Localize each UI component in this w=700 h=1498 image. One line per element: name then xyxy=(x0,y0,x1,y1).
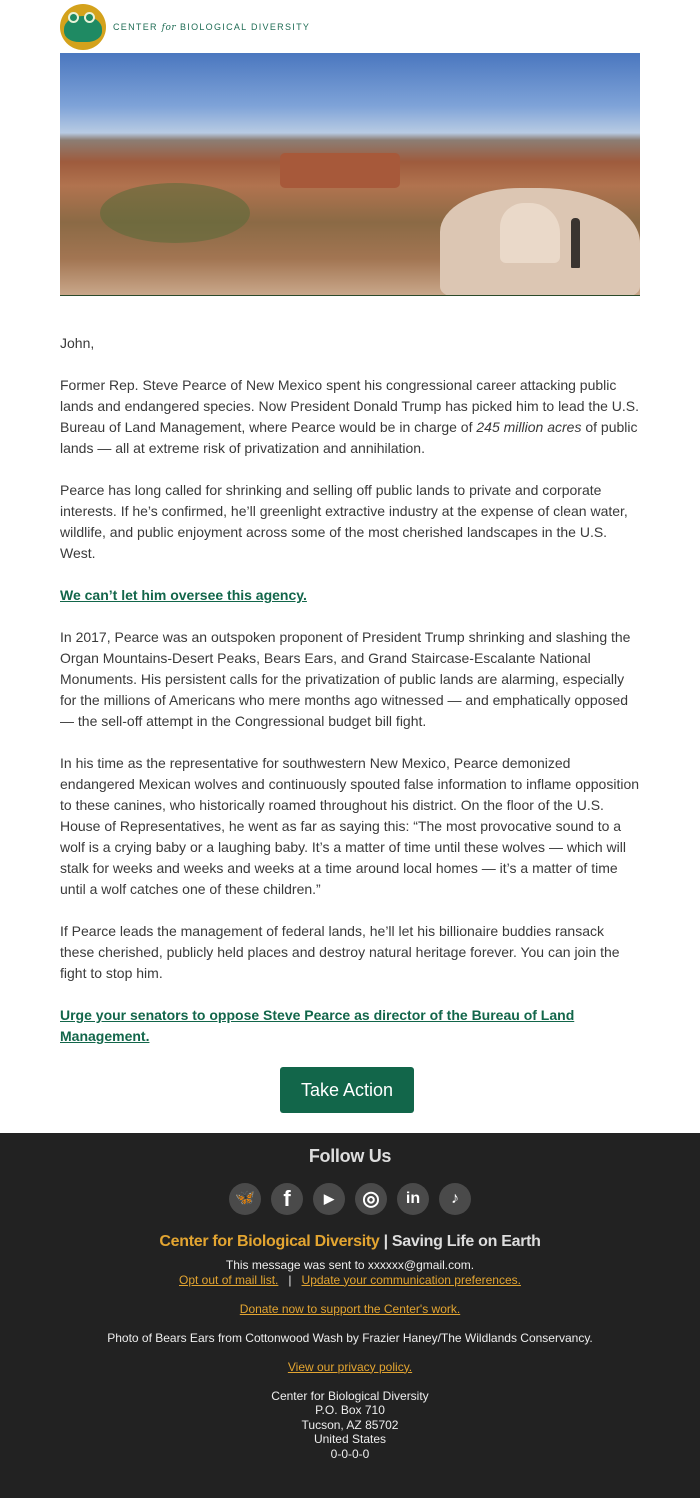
tiktok-icon[interactable]: ♪ xyxy=(439,1183,471,1215)
youtube-icon[interactable]: ▶ xyxy=(313,1183,345,1215)
hiker-figure xyxy=(571,218,580,268)
paragraph: In his time as the representative for southwestern New Mexico, Pearce demonized endangered Mexican wolves and continuously spouted false information to inflame opposition to these canines, who historically roamed throughout his district. On the floor of the U.S. House of Representatives, he went as far as saying this: “The most provocative sound to a wolf is a crying baby or a laughing baby. It’s a matter of time until these wolves — which will stalk for weeks and weeks and weeks at a time around local homes — it’s a matter of time until a wolf catches one of these children.” xyxy=(60,755,640,897)
email-body xyxy=(60,333,642,1113)
follow-us-heading: Follow Us xyxy=(308,1146,392,1166)
paragraph: If Pearce leads the management of federal lands, he’ll let his billionaire buddies ransack these cherished, publicly held places and destroy natural heritage forever. You can join the fight to stop him. xyxy=(60,923,620,981)
photo-credit: Photo of Bears Ears from Cottonwood Wash by Frazier Haney/The Wildlands Conservancy. xyxy=(107,1330,593,1345)
logo-text: CENTER for BIOLOGICAL DIVERSITY xyxy=(113,21,311,33)
separator: | xyxy=(288,1272,292,1287)
bluesky-icon[interactable]: 🦋 xyxy=(229,1183,261,1215)
opt-out-link[interactable]: Opt out of mail list. xyxy=(179,1272,279,1287)
oversee-link[interactable]: We can’t let him oversee this agency. xyxy=(60,587,307,603)
donate-link[interactable]: Donate now to support the Center's work. xyxy=(239,1301,461,1316)
update-preferences-link[interactable]: Update your communication preferences. xyxy=(301,1272,521,1287)
brand-line: Center for Biological Diversity | Saving Life on Earth xyxy=(159,1232,541,1250)
take-action-button[interactable]: Take Action xyxy=(280,1067,414,1113)
social-links xyxy=(0,1183,700,1215)
mailing-address: Center for Biological Diversity P.O. Box 710 Tucson, AZ 85702 United States 0-0-0-0 xyxy=(271,1388,429,1461)
linkedin-icon[interactable]: in xyxy=(397,1183,429,1215)
paragraph: Former Rep. Steve Pearce of New Mexico spent his congressional career attacking public lands and endangered species. Now President Donald Trump has picked him to lead the U.S. Bureau of Land Management, where Pearce would be in charge of 245 million acres of public lands — all at extreme risk of privatization and annihilation. xyxy=(60,377,640,456)
greeting: John, xyxy=(60,335,95,351)
frog-logo-icon xyxy=(60,4,106,50)
paragraph: In 2017, Pearce was an outspoken proponent of President Trump shrinking and slashing the Organ Mountains-Desert Peaks, Bears Ears, and Grand Staircase-Escalante National Monuments. His persistent calls for the privatization of public lands are alarming, especially for the millions of Americans who mere months ago witnessed — and emphatically opposed — the sell-off attempt in the Congressional budget bill fight. xyxy=(60,629,631,729)
urge-senators-link[interactable]: Urge your senators to oppose Steve Pearce as director of the Bureau of Land Management. xyxy=(60,1007,575,1044)
hero-image xyxy=(60,53,640,296)
logo[interactable] xyxy=(60,4,310,50)
instagram-icon[interactable]: ◎ xyxy=(355,1183,387,1215)
header xyxy=(0,0,700,53)
sent-to-text: This message was sent to xxxxxx@gmail.com. xyxy=(225,1258,475,1272)
paragraph: Pearce has long called for shrinking and selling off public lands to private and corporate interests. If he’s confirmed, he’ll greenlight extractive industry at the expense of clean water, wildlife, and public enjoyment across some of the most cherished landscapes in the U.S. West. xyxy=(60,482,628,561)
privacy-policy-link[interactable]: View our privacy policy. xyxy=(287,1359,413,1374)
footer xyxy=(0,1133,700,1498)
facebook-icon[interactable]: f xyxy=(271,1183,303,1215)
